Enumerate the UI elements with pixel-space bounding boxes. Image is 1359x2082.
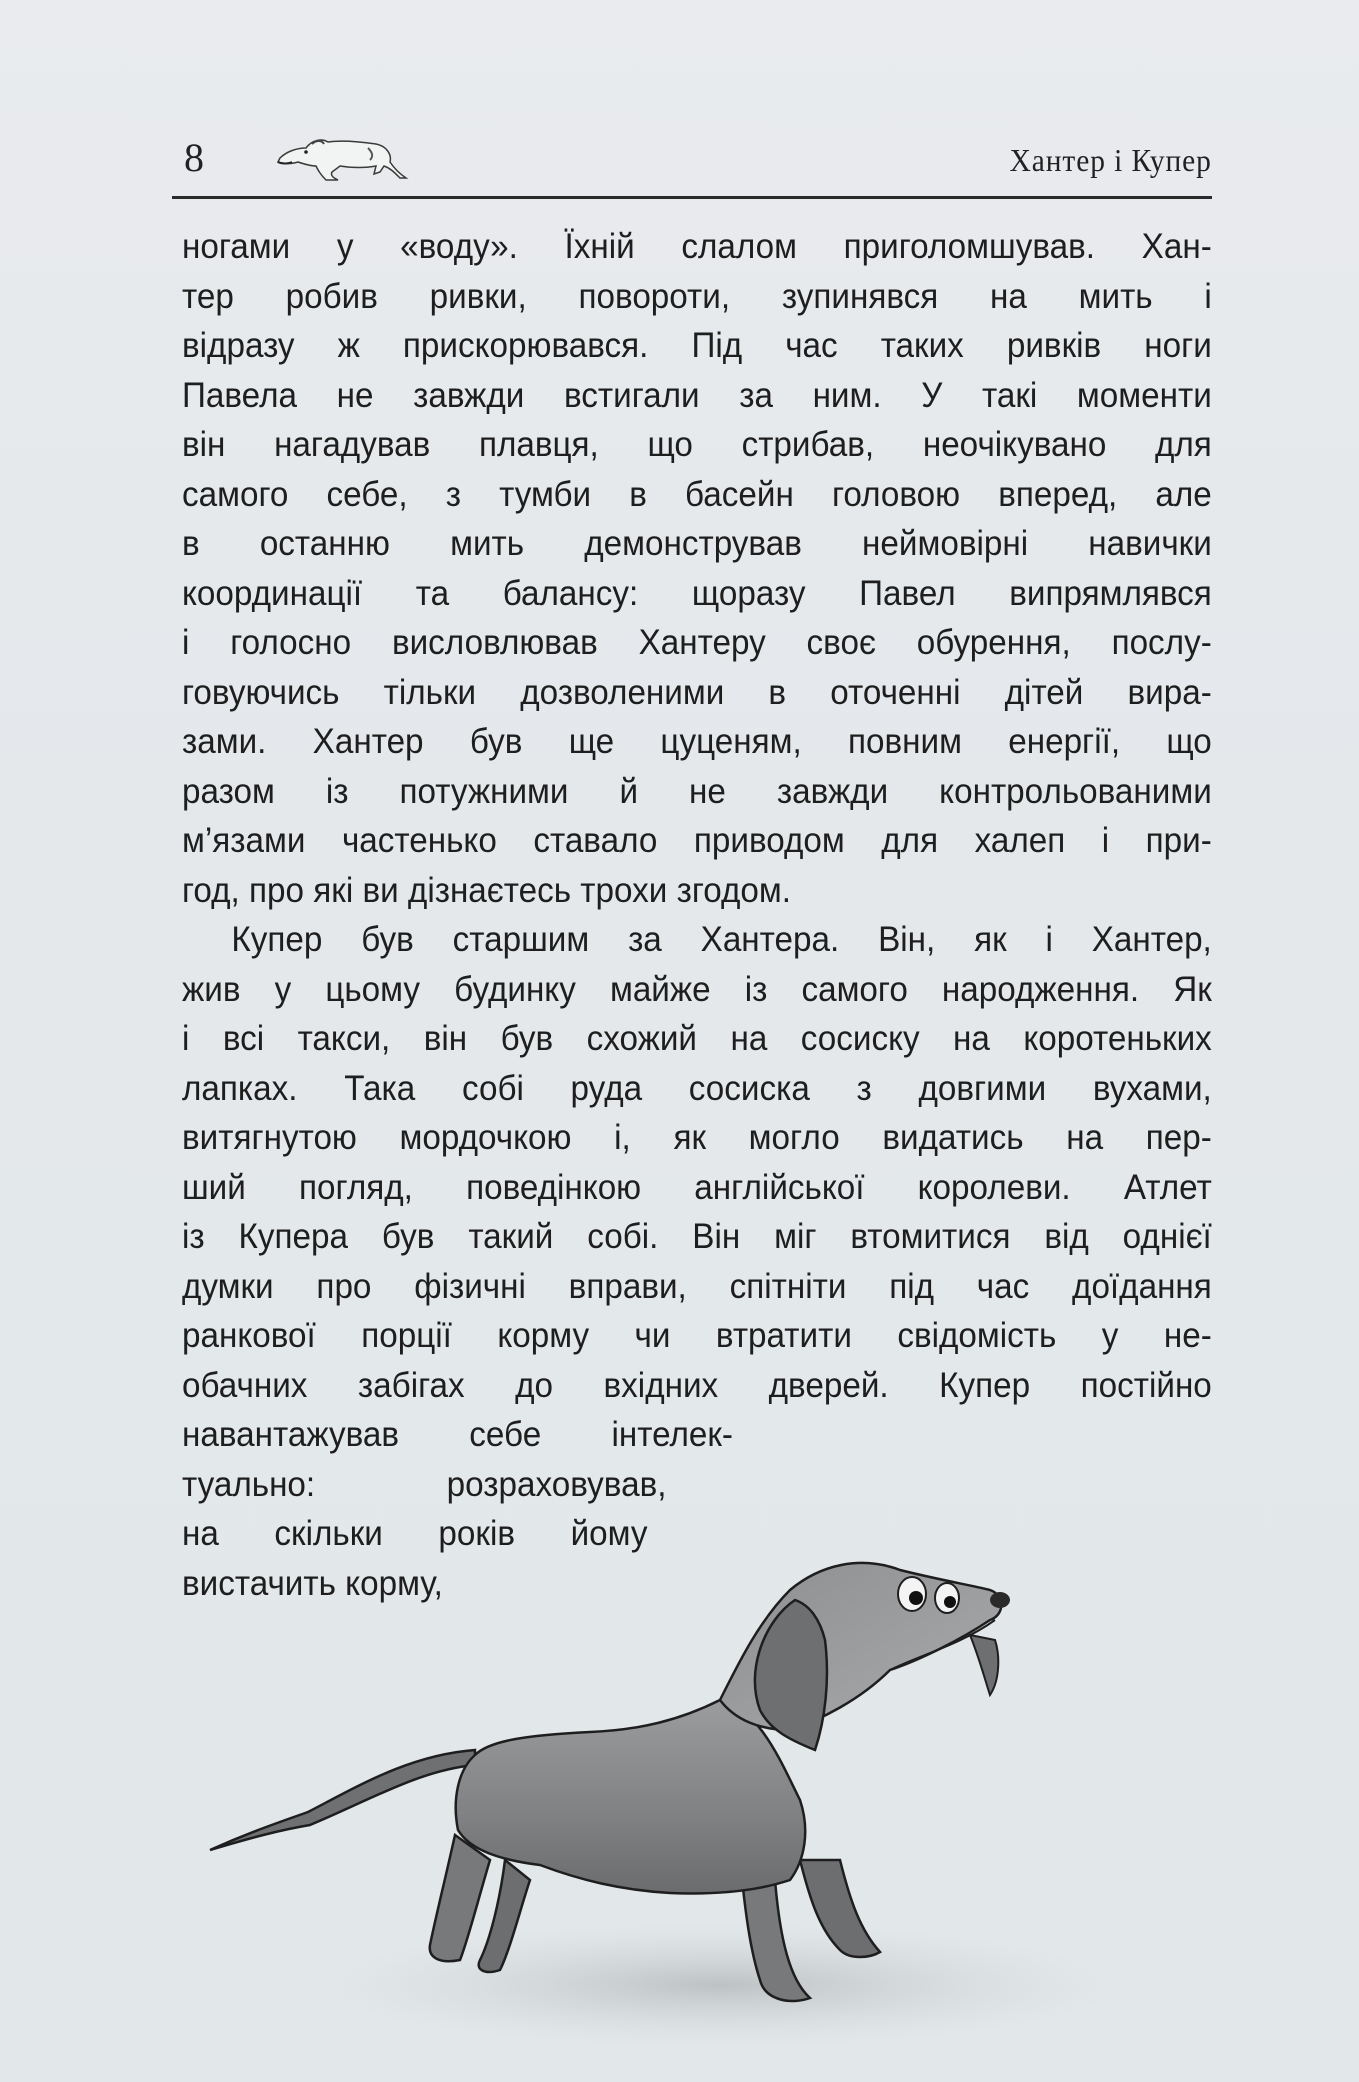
text-line: Павела не завжди встигали за ним. У такі моменти xyxy=(182,375,1212,415)
header-rule xyxy=(172,196,1212,199)
running-title: Хантер і Купер xyxy=(1009,142,1212,178)
text-line: м’язами частенько ставало приводом для халеп і при- xyxy=(182,821,1212,860)
paragraph-2 xyxy=(182,915,1212,1608)
dachshund-illustration-icon xyxy=(200,1560,1200,2080)
text-line: разом із потужними й не завжди контрольованими xyxy=(182,771,1212,811)
text-line: із Купера був такий собі. Він міг втомитися від однієї xyxy=(182,1217,1212,1256)
text-line: тер робив ривки, повороти, зупинявся на мить і xyxy=(182,276,1212,316)
text-line: Купер був старшим за Хантера. Він, як і Хантер, xyxy=(231,920,1212,959)
text-line: ранкової порції корму чи втратити свідомість у не- xyxy=(182,1316,1212,1355)
text-line: зами. Хантер був ще цуценям, повним енергії, що xyxy=(182,722,1212,761)
body-text xyxy=(182,222,1212,1608)
text-line: лапках. Така собі руда сосиска з довгими вухами, xyxy=(182,1068,1212,1108)
text-line: обачних забігах до вхідних дверей. Купер постійно xyxy=(182,1365,1212,1405)
text-line: на скільки років йому xyxy=(182,1514,648,1553)
text-line: туально: розраховував, xyxy=(182,1464,667,1504)
running-head xyxy=(172,128,1212,198)
text-line: вистачить корму, xyxy=(182,1563,443,1603)
text-line: і всі такси, він був схожий на сосиску на коротеньких xyxy=(182,1019,1212,1058)
running-dog-icon xyxy=(272,128,412,184)
text-line: жив у цьому будинку майже із самого народження. Як xyxy=(182,969,1212,1009)
text-line: говуючись тільки дозволеними в оточенні дітей вира- xyxy=(182,672,1212,712)
text-line: координації та балансу: щоразу Павел випрямлявся xyxy=(182,573,1212,613)
text-line: в останню мить демонстрував неймовірні навички xyxy=(182,524,1212,563)
text-line: витягнутою мордочкою і, як могло видатись на пер- xyxy=(182,1118,1212,1157)
paragraph-1 xyxy=(182,222,1212,915)
text-line: навантажував себе інтелек- xyxy=(182,1415,733,1454)
text-line: думки про фізичні вправи, спітніти під час доїдання xyxy=(182,1266,1212,1306)
text-line: ший погляд, поведінкою англійської королеви. Атлет xyxy=(182,1167,1212,1207)
text-line: він нагадував плавця, що стрибав, неочікувано для xyxy=(182,425,1212,464)
page-number: 8 xyxy=(184,135,204,180)
text-line: відразу ж прискорювався. Під час таких ривків ноги xyxy=(182,326,1212,365)
text-line: самого себе, з тумби в басейн головою вперед, але xyxy=(182,474,1212,514)
text-line: і голосно висловлював Хантеру своє обурення, послу- xyxy=(182,623,1212,662)
text-line: год, про які ви дізнаєтесь трохи згодом. xyxy=(182,870,791,910)
text-line: ногами у «воду». Їхній слалом приголомшував. Хан- xyxy=(182,227,1212,266)
